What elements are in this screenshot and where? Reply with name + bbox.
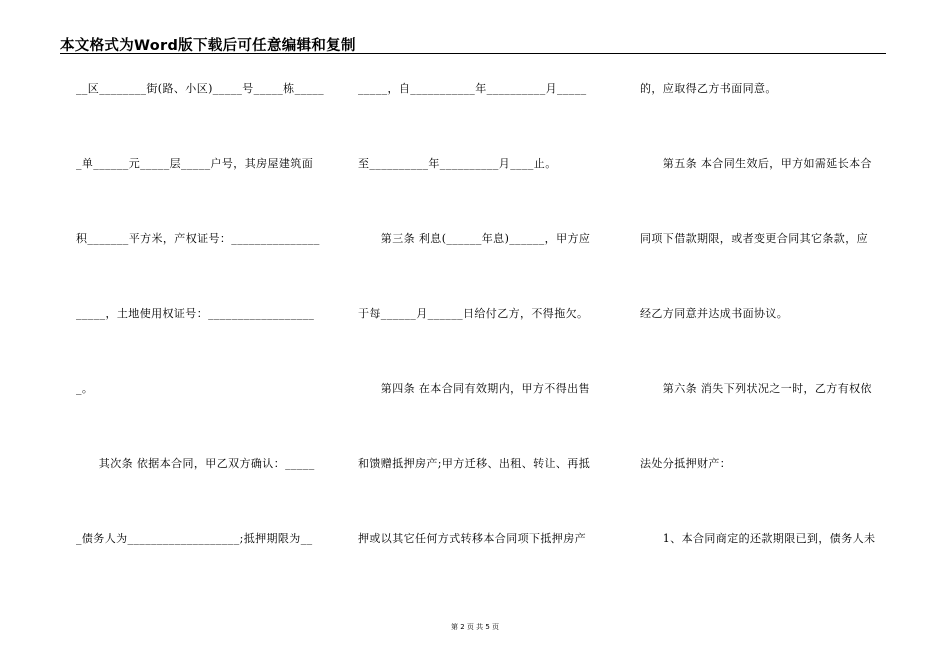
column-3-line: 的，应取得乙方书面同意。 xyxy=(640,82,777,95)
header-rule xyxy=(60,53,886,54)
column-1-line: 积_______平方米，产权证号：_______________ xyxy=(76,232,320,245)
column-1-line: _债务人为___________________;抵押期限为__ xyxy=(76,532,313,545)
column-2-line: _____，自___________年__________月_____ xyxy=(358,82,587,95)
column-1-line: _。 xyxy=(76,382,94,395)
column-1-line: _单______元_____层_____户号，其房屋建筑面 xyxy=(76,157,314,170)
column-2-line: 第四条 在本合同有效期内，甲方不得出售 xyxy=(358,382,590,395)
column-3-line: 第六条 消失下列状况之一时，乙方有权依 xyxy=(640,382,872,395)
column-2-line: 于每______月______日给付乙方，不得拖欠。 xyxy=(358,307,589,320)
column-3-line: 同项下借款期限，或者变更合同其它条款，应 xyxy=(640,232,868,245)
column-1-line: 其次条 依据本合同，甲乙双方确认：_____ xyxy=(76,457,315,470)
column-1-line: __区________街(路、小区)_____号_____栋_____ xyxy=(76,82,325,95)
column-3-line: 第五条 本合同生效后，甲方如需延长本合 xyxy=(640,157,872,170)
column-2-line: 第三条 利息(______年息)______，甲方应 xyxy=(358,232,591,245)
column-2-line: 至__________年__________月____止。 xyxy=(358,157,557,170)
column-3-line: 经乙方同意并达成书面协议。 xyxy=(640,307,789,320)
document-header-title: 本文格式为Word版下载后可任意编辑和复制 xyxy=(60,38,356,54)
column-2-line: 和馈赠抵押房产;甲方迁移、出租、转让、再抵 xyxy=(358,457,591,470)
column-3-line: 1、本合同商定的还款期限已到，债务人未 xyxy=(640,532,876,545)
column-2-line: 押或以其它任何方式转移本合同项下抵押房产 xyxy=(358,532,586,545)
page-number: 第 2 页 共 5 页 xyxy=(450,623,500,631)
column-3-line: 法处分抵押财产： xyxy=(640,457,732,470)
column-1-line: _____，土地使用权证号：__________________ xyxy=(76,307,315,320)
